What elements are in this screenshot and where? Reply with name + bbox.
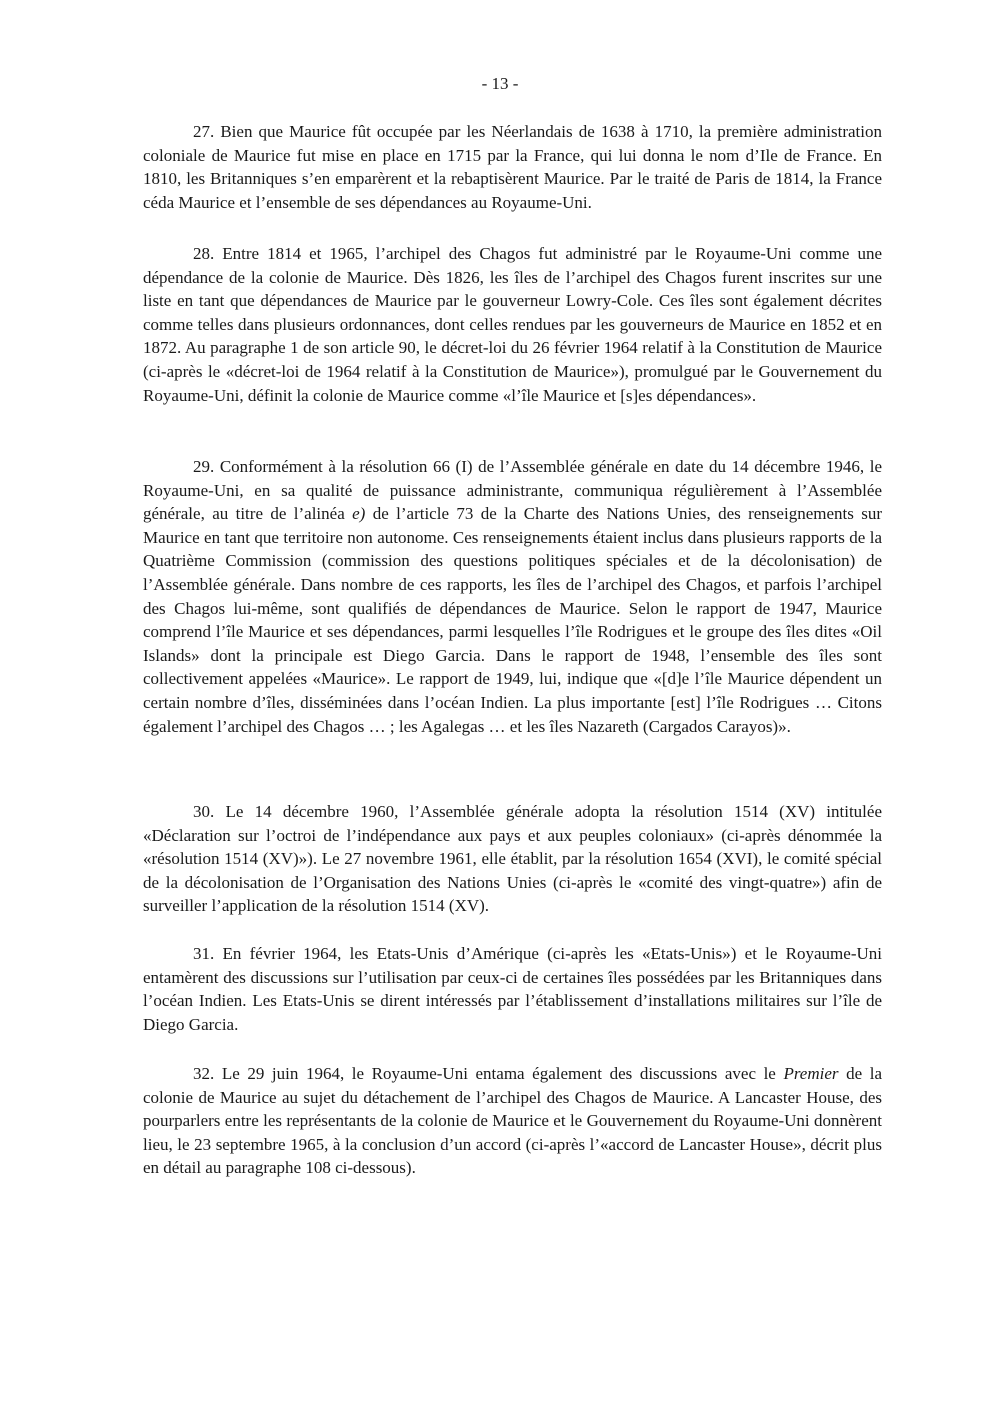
paragraph-32-italic: Premier: [783, 1064, 839, 1083]
paragraph-32: [143, 1062, 882, 1180]
paragraph-32-part-1: 32. Le 29 juin 1964, le Royaume-Uni entama également des discussions avec le: [193, 1064, 784, 1083]
paragraph-28: 28. Entre 1814 et 1965, l’archipel des Chagos fut administré par le Royaume-Uni comme une dépendance de la colonie de Maurice. Dès 1826, les îles de l’archipel des Chagos furent inscrites sur une liste en tant que dépendances de Maurice par le gouverneur Lowry-Cole. Ces îles sont également décrites comme telles dans plusieurs ordonnances, dont celles rendues par les gouverneurs de Maurice en 1852 et en 1872. Au paragraphe 1 de son article 90, le décret-loi du 26 février 1964 relatif à la Constitution de Maurice (ci-après le «décret-loi de 1964 relatif à la Constitution de Maurice»), promulgué par le Gouvernement du Royaume-Uni, définit la colonie de Maurice comme «l’île Maurice et [s]es dépendances».: [143, 244, 882, 405]
paragraph-29-italic: e): [352, 504, 366, 524]
paragraph-29-part-2: de l’article 73 de la Charte des Nations Unies, des renseignements sur Maurice en tant que territoire non autonome. Ces renseignements étaient inclus dans plusieurs rapports de la Quatrième Commission (commission des questions politiques spéciales et de la décolonisation) de l’Assemblée générale. Dans nombre de ces rapports, les îles de l’archipel des Chagos, et parfois l’archipel des Chagos lui-même, sont qualifiés de dépendances de Maurice. Selon le rapport de 1947, Maurice comprend l’île Maurice et ses dépendances, parmi lesquelles l’île Rodrigues et le groupe des îles dites «Oil Islands» dont la principale est Diego Garcia. Dans le rapport de 1948, l’ensemble des îles sont collectivement appelées «Maurice». Le rapport de 1949, lui, indique que «[d]e l’île Maurice dépendent un certain nombre d’îles, disséminées dans l’océan Indien. La plus importante [est] l’île Rodrigues … Citons également l’archipel des Chagos … ; les Agalegas … et les îles Nazareth (Cargados Carayos)».: [143, 504, 882, 736]
paragraph-32-part-2: de la colonie de Maurice au sujet du détachement de l’archipel des Chagos de Maurice. A Lancaster House, des pourparlers entre les représentants de la colonie de Maurice et le Gouvernement du Royaume-Uni donnèrent lieu, le 23 septembre 1965, à la conclusion d’un accord (ci-après l’«accord de Lancaster House», décrit plus en détail au paragraphe 108 ci-dessous).: [143, 1064, 882, 1178]
paragraph-31: 31. En février 1964, les Etats-Unis d’Amérique (ci-après les «Etats-Unis») et le Royaume-Uni entamèrent des discussions sur l’utilisation par ceux-ci de certaines îles possédées par les Britanniques dans l’océan Indien. Les Etats-Unis se dirent intéressés par l’établissement d’installations militaires sur l’île de Diego Garcia.: [143, 944, 882, 1034]
page-number: - 13 -: [481, 74, 519, 93]
paragraph-29-part-1: 29. Conformément à la résolution 66 (I) de l’Assemblée générale en date du 14 décembre 1946, le Royaume-Uni, en sa qualité de puissance administrante, communiqua régulièrement à l’Assemblée générale, au titre de l’alinéa: [143, 457, 882, 524]
paragraph-29: [143, 455, 882, 738]
paragraph-30: 30. Le 14 décembre 1960, l’Assemblée générale adopta la résolution 1514 (XV) intitulée «Déclaration sur l’octroi de l’indépendance aux pays et aux peuples coloniaux» (ci-après dénommée la «résolution 1514 (XV)»). Le 27 novembre 1961, elle établit, par la résolution 1654 (XVI), le comité spécial de la décolonisation de l’Organisation des Nations Unies (ci-après le «comité des vingt-quatre») afin de surveiller l’application de la résolution 1514 (XV).: [143, 802, 882, 916]
paragraph-27: 27. Bien que Maurice fût occupée par les Néerlandais de 1638 à 1710, la première administration coloniale de Maurice fut mise en place en 1715 par la France, qui lui donna le nom d’Ile de France. En 1810, les Britanniques s’en emparèrent et la rebaptisèrent Maurice. Par le traité de Paris de 1814, la France céda Maurice et l’ensemble de ses dépendances au Royaume-Uni.: [143, 122, 882, 212]
